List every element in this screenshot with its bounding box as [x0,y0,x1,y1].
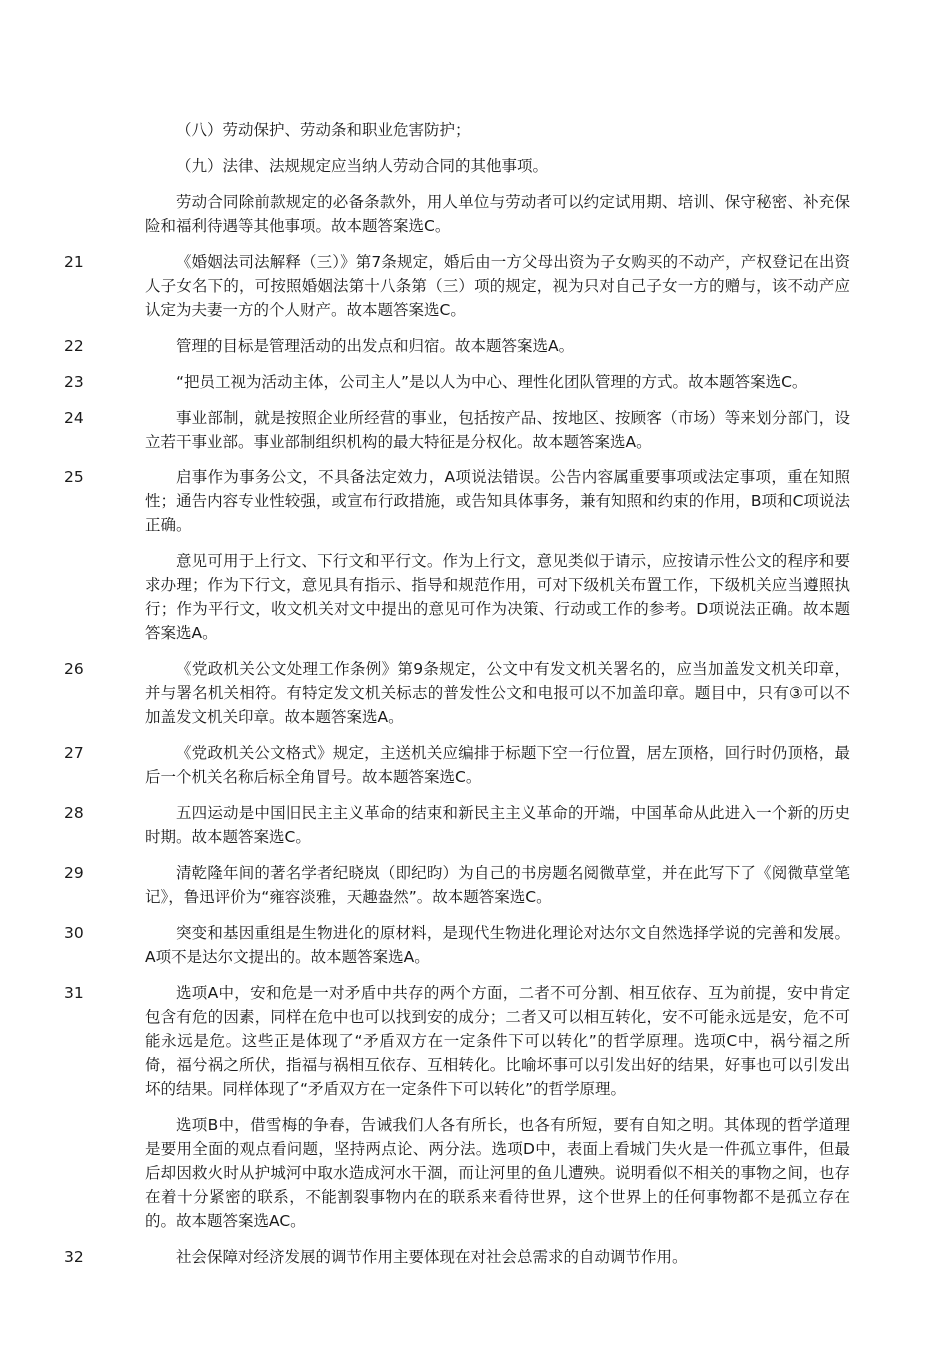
item-number: 30 [64,924,84,942]
paragraph-text: 《党政机关公文格式》规定，主送机关应编排于标题下空一行位置，居左顶格，回行时仍顶格，最后一个机关名称后标全角冒号。故本题答案选C。 [145,744,850,786]
paragraph [64,190,864,238]
paragraph [64,1113,864,1233]
item-number: 31 [64,984,84,1002]
answer-item [64,657,864,729]
paragraph-text: 清乾隆年间的著名学者纪晓岚（即纪昀）为自己的书房题名阅微草堂，并在此写下了《阅微草堂笔记》，鲁迅评价为“雍容淡雅，天趣盎然”。故本题答案选C。 [145,864,850,906]
item-number: 29 [64,864,84,882]
paragraph-text: 社会保障对经济发展的调节作用主要体现在对社会总需求的自动调节作用。 [176,1248,688,1266]
answer-item [64,465,864,537]
paragraph-text: “把员工视为活动主体，公司主人”是以人为中心、理性化团队管理的方式。故本题答案选C。 [176,373,808,391]
answer-item [64,250,864,322]
answer-item [64,406,864,454]
paragraph-text: 五四运动是中国旧民主主义革命的结束和新民主主义革命的开端，中国革命从此进入一个新的历史时期。故本题答案选C。 [145,804,850,846]
paragraph-text: （八）劳动保护、劳动条和职业危害防护； [176,121,471,139]
paragraph-text: 事业部制，就是按照企业所经营的事业，包括按产品、按地区、按顾客（市场）等来划分部门，设立若干事业部。事业部制组织机构的最大特征是分权化。故本题答案选A。 [145,409,850,451]
paragraph-text: 突变和基因重组是生物进化的原材料，是现代生物进化理论对达尔文自然选择学说的完善和发展。A项不是达尔文提出的。故本题答案选A。 [145,924,850,966]
item-number: 26 [64,660,84,678]
paragraph-text: 选项B中，借雪梅的争春，告诫我们人各有所长，也各有所短，要有自知之明。其体现的哲学道理是要用全面的观点看问题，坚持两点论、两分法。选项D中，表面上看城门失火是一件孤立事件，但最后却因救火时从护城河中取水造成河水干涸，而让河里的鱼儿遭殃。说明看似不相关的事物之间，也存在着十分紧密的联系，不能割裂事物内在的联系来看待世界，这个世界上的任何事物都不是孤立存在的。故本题答案选AC。 [145,1116,850,1230]
item-number: 28 [64,804,84,822]
paragraph-text: 管理的目标是管理活动的出发点和归宿。故本题答案选A。 [176,337,575,355]
answer-item [64,334,864,358]
item-number: 25 [64,468,84,486]
paragraph [64,154,864,178]
answer-item [64,981,864,1101]
answer-item [64,1245,864,1269]
paragraph [64,549,864,645]
answer-item [64,921,864,969]
item-number: 21 [64,253,84,271]
item-number: 32 [64,1248,84,1266]
paragraph-text: （九）法律、法规规定应当纳人劳动合同的其他事项。 [176,157,549,175]
item-number: 24 [64,409,84,427]
paragraph-text: 《婚姻法司法解释（三）》第7条规定，婚后由一方父母出资为子女购买的不动产，产权登记在出资人子女名下的，可按照婚姻法第十八条第（三）项的规定，视为只对自己子女一方的赠与，该不动产应认定为夫妻一方的个人财产。故本题答案选C。 [145,253,850,319]
answer-item [64,741,864,789]
paragraph-text: 意见可用于上行文、下行文和平行文。作为上行文，意见类似于请示，应按请示性公文的程序和要求办理；作为下行文，意见具有指示、指导和规范作用，可对下级机关布置工作，下级机关应当遵照执行；作为平行文，收文机关对文中提出的意见可作为决策、行动或工作的参考。D项说法正确。故本题答案选A。 [145,552,850,642]
paragraph-text: 选项A中，安和危是一对矛盾中共存的两个方面，二者不可分割、相互依存、互为前提，安中肯定包含有危的因素，同样在危中也可以找到安的成分；二者又可以相互转化，安不可能永远是安，危不可能永远是危。这些正是体现了“矛盾双方在一定条件下可以转化”的哲学原理。选项C中，祸兮福之所倚，福兮祸之所伏，指福与祸相互依存、互相转化。比喻坏事可以引发出好的结果，好事也可以引发出坏的结果。同样体现了“矛盾双方在一定条件下可以转化”的哲学原理。 [145,984,850,1098]
paragraph-text: 《党政机关公文处理工作条例》第9条规定，公文中有发文机关署名的，应当加盖发文机关印章，并与署名机关相符。有特定发文机关标志的普发性公文和电报可以不加盖印章。题目中，只有③可以不加盖发文机关印章。故本题答案选A。 [145,660,850,726]
item-number: 23 [64,373,84,391]
paragraph-text: 启事作为事务公文，不具备法定效力，A项说法错误。公告内容属重要事项或法定事项，重在知照性；通告内容专业性较强，或宣布行政措施，或告知具体事务，兼有知照和约束的作用，B项和C项说法正确。 [145,468,850,534]
paragraph [64,118,864,142]
item-number: 27 [64,744,84,762]
answer-item [64,370,864,394]
item-number: 22 [64,337,84,355]
paragraph-text: 劳动合同除前款规定的必备条款外，用人单位与劳动者可以约定试用期、培训、保守秘密、补充保险和福利待遇等其他事项。故本题答案选C。 [145,193,850,235]
answer-item [64,861,864,909]
answer-item [64,801,864,849]
